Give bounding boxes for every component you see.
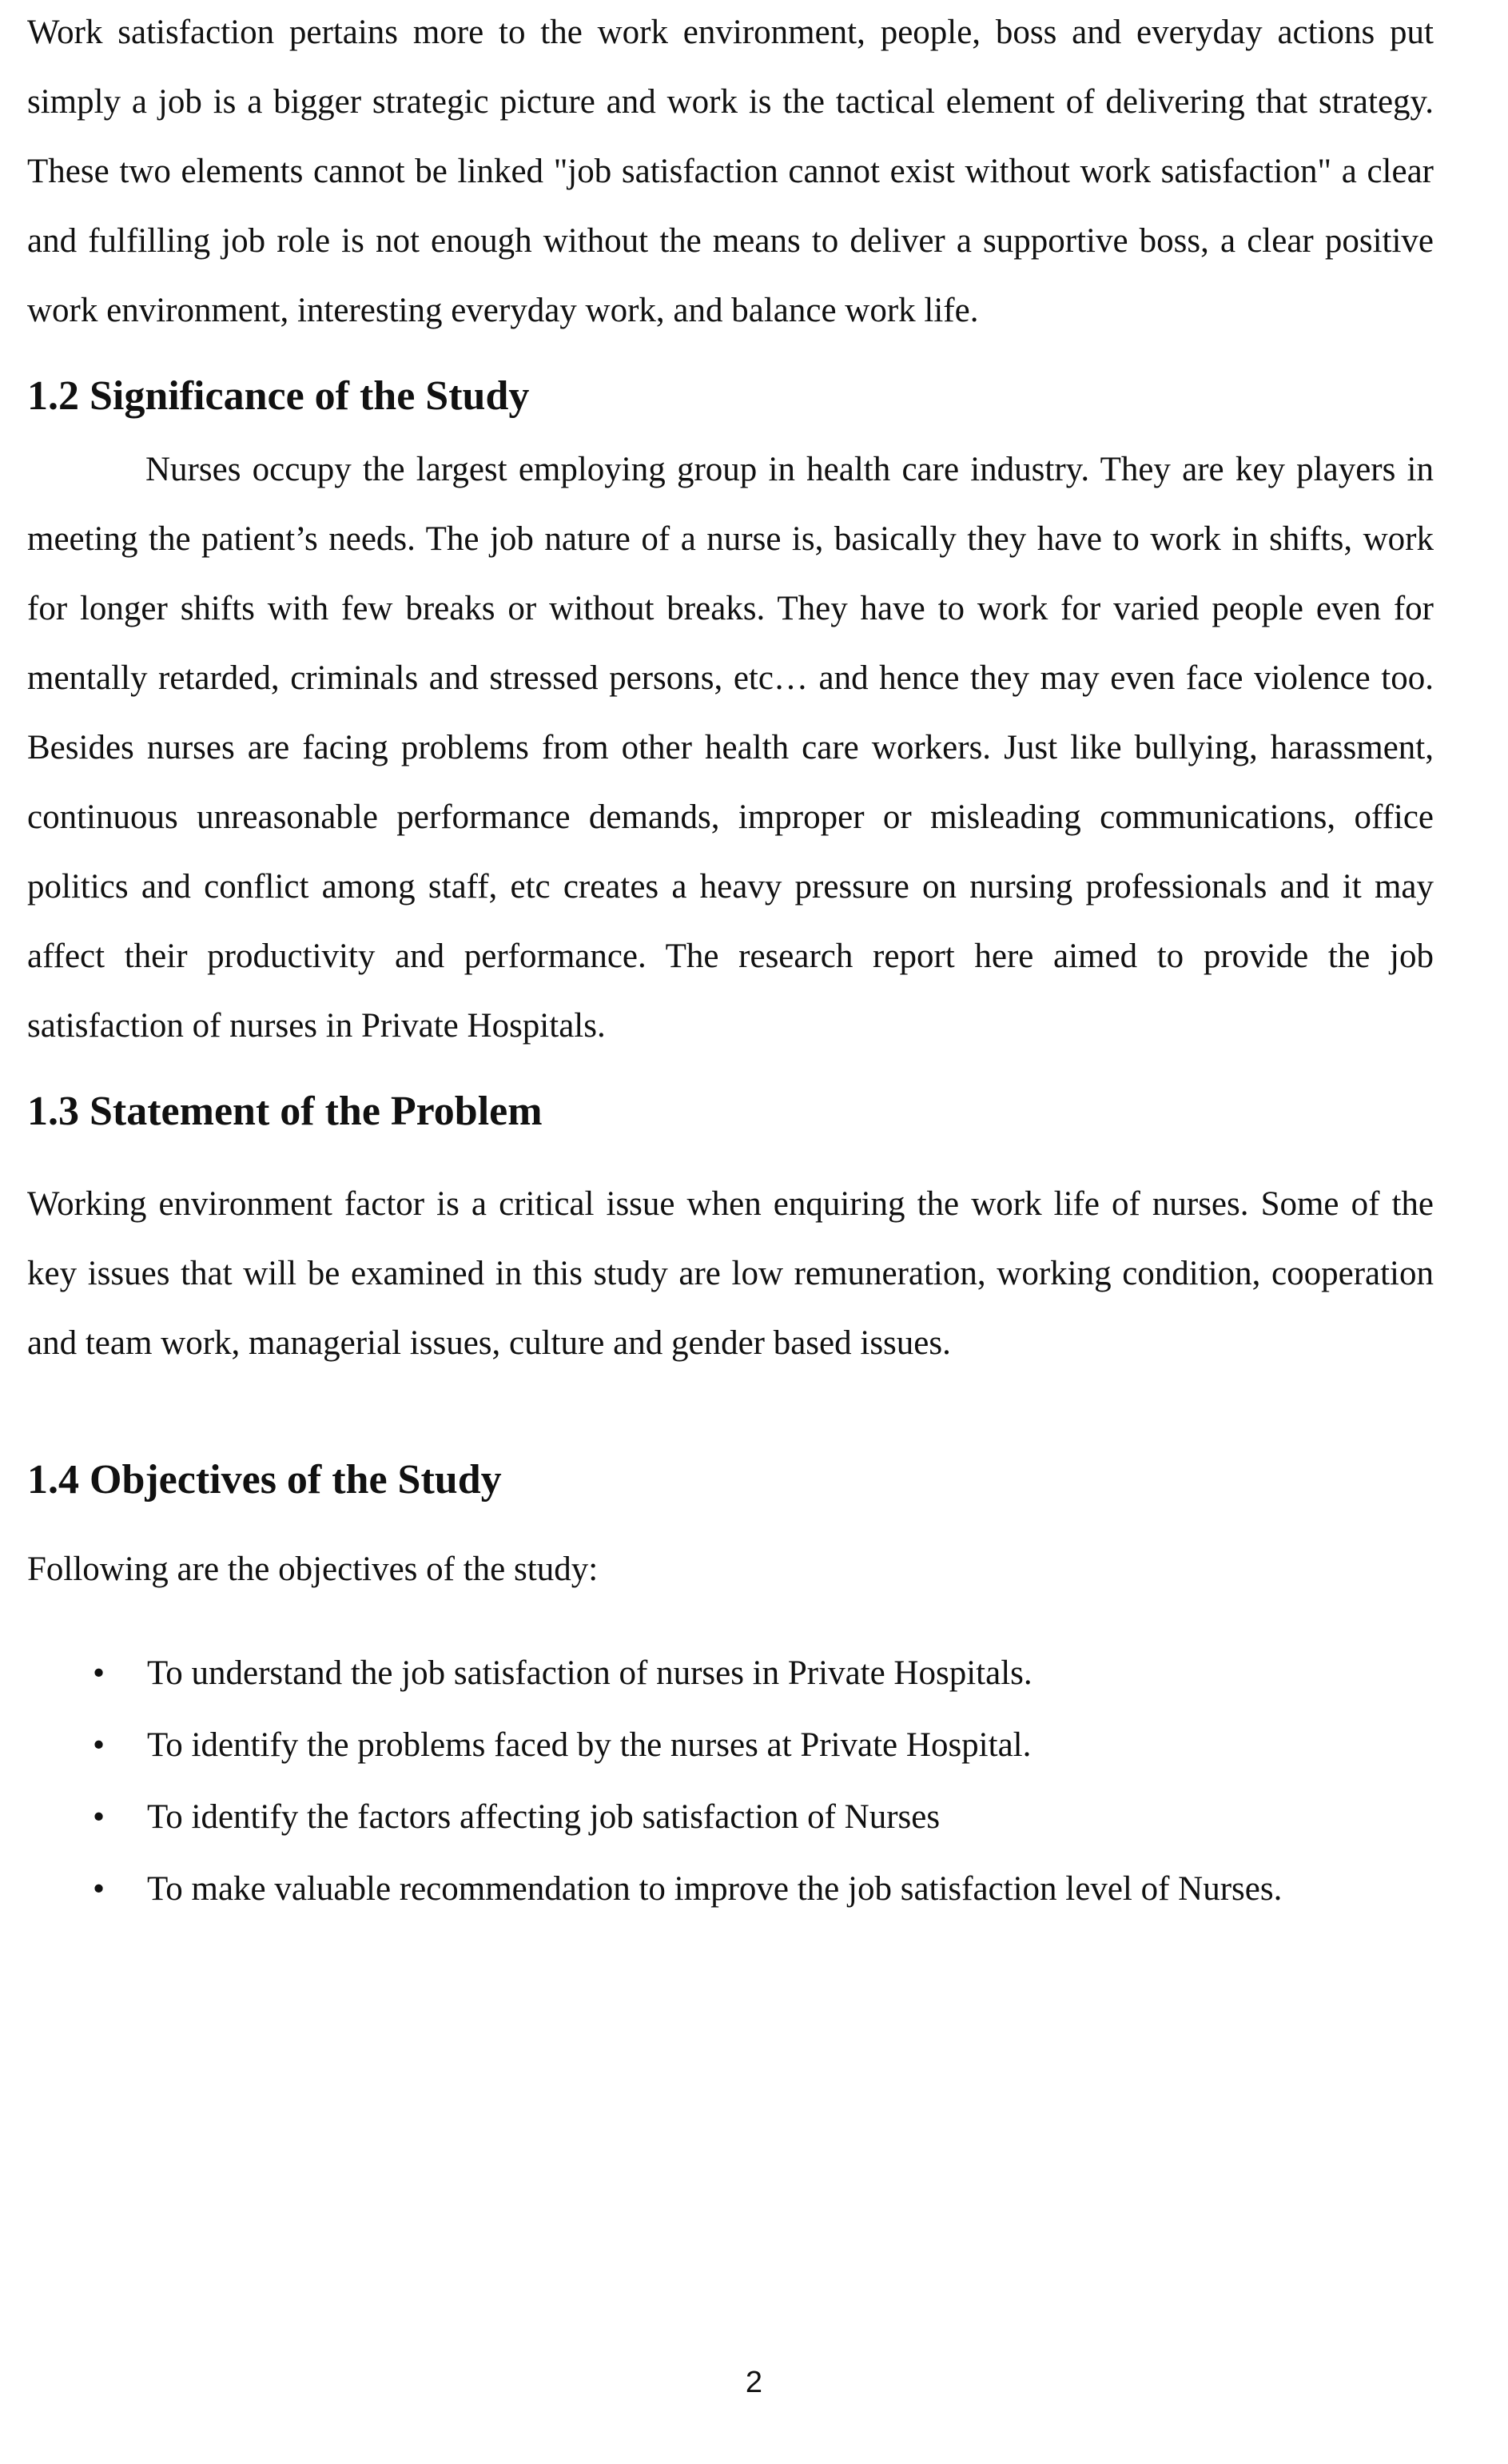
list-item xyxy=(27,1638,1434,1710)
bullet-icon: • xyxy=(93,1870,105,1908)
section-heading-objectives: 1.4 Objectives of the Study xyxy=(27,1457,502,1503)
list-item xyxy=(27,1710,1434,1781)
objectives-list xyxy=(27,1638,1434,1925)
objectives-intro: Following are the objectives of the study: xyxy=(27,1550,599,1588)
bullet-icon: • xyxy=(93,1654,105,1692)
list-item-text: To identify the factors affecting job satisfaction of Nurses xyxy=(147,1798,941,1836)
bullet-icon: • xyxy=(93,1726,105,1764)
bullet-icon: • xyxy=(93,1798,105,1836)
intro-paragraph: Work satisfaction pertains more to the work environment, people, boss and everyday actions put simply a job is a bigger strategic picture and work is the tactical element of delivering that strategy. These two elements cannot be linked "job satisfaction cannot exist without work satisfaction" a clear and fulfilling job role is not enough without the means to deliver a supportive boss, a clear positive work environment, interesting everyday work, and balance work life. xyxy=(27,14,1434,329)
significance-paragraph: Nurses occupy the largest employing group in health care industry. They are key players in meeting the patient’s needs. The job nature of a nurse is, basically they have to work in shifts, work for longer shifts with few breaks or without breaks. They have to work for varied people even for mentally retarded, criminals and stressed persons, etc… and hence they may even face violence too. Besides nurses are facing problems from other health care workers. Just like bullying, harassment, continuous unreasonable performance demands, improper or misleading communications, office politics and conflict among staff, etc creates a heavy pressure on nursing professionals and it may affect their productivity and performance. The research report here aimed to provide the job satisfaction of nurses in Private Hospitals. xyxy=(27,451,1434,1045)
list-item-text: To identify the problems faced by the nurses at Private Hospital. xyxy=(147,1726,1032,1764)
document-page xyxy=(27,0,1434,1925)
list-item xyxy=(27,1781,1434,1853)
list-item-text: To make valuable recommendation to improve the job satisfaction level of Nurses. xyxy=(147,1870,1283,1908)
problem-paragraph: Working environment factor is a critical issue when enquiring the work life of nurses. Some of the key issues that will be examined in this study are low remuneration, working condition, cooperation and team work, managerial issues, culture and gender based issues. xyxy=(27,1185,1434,1362)
section-heading-problem: 1.3 Statement of the Problem xyxy=(27,1089,543,1134)
page-number: 2 xyxy=(745,2366,763,2399)
list-item-text: To understand the job satisfaction of nurses in Private Hospitals. xyxy=(147,1654,1033,1692)
section-heading-significance: 1.2 Significance of the Study xyxy=(27,373,530,419)
list-item xyxy=(27,1853,1434,1925)
